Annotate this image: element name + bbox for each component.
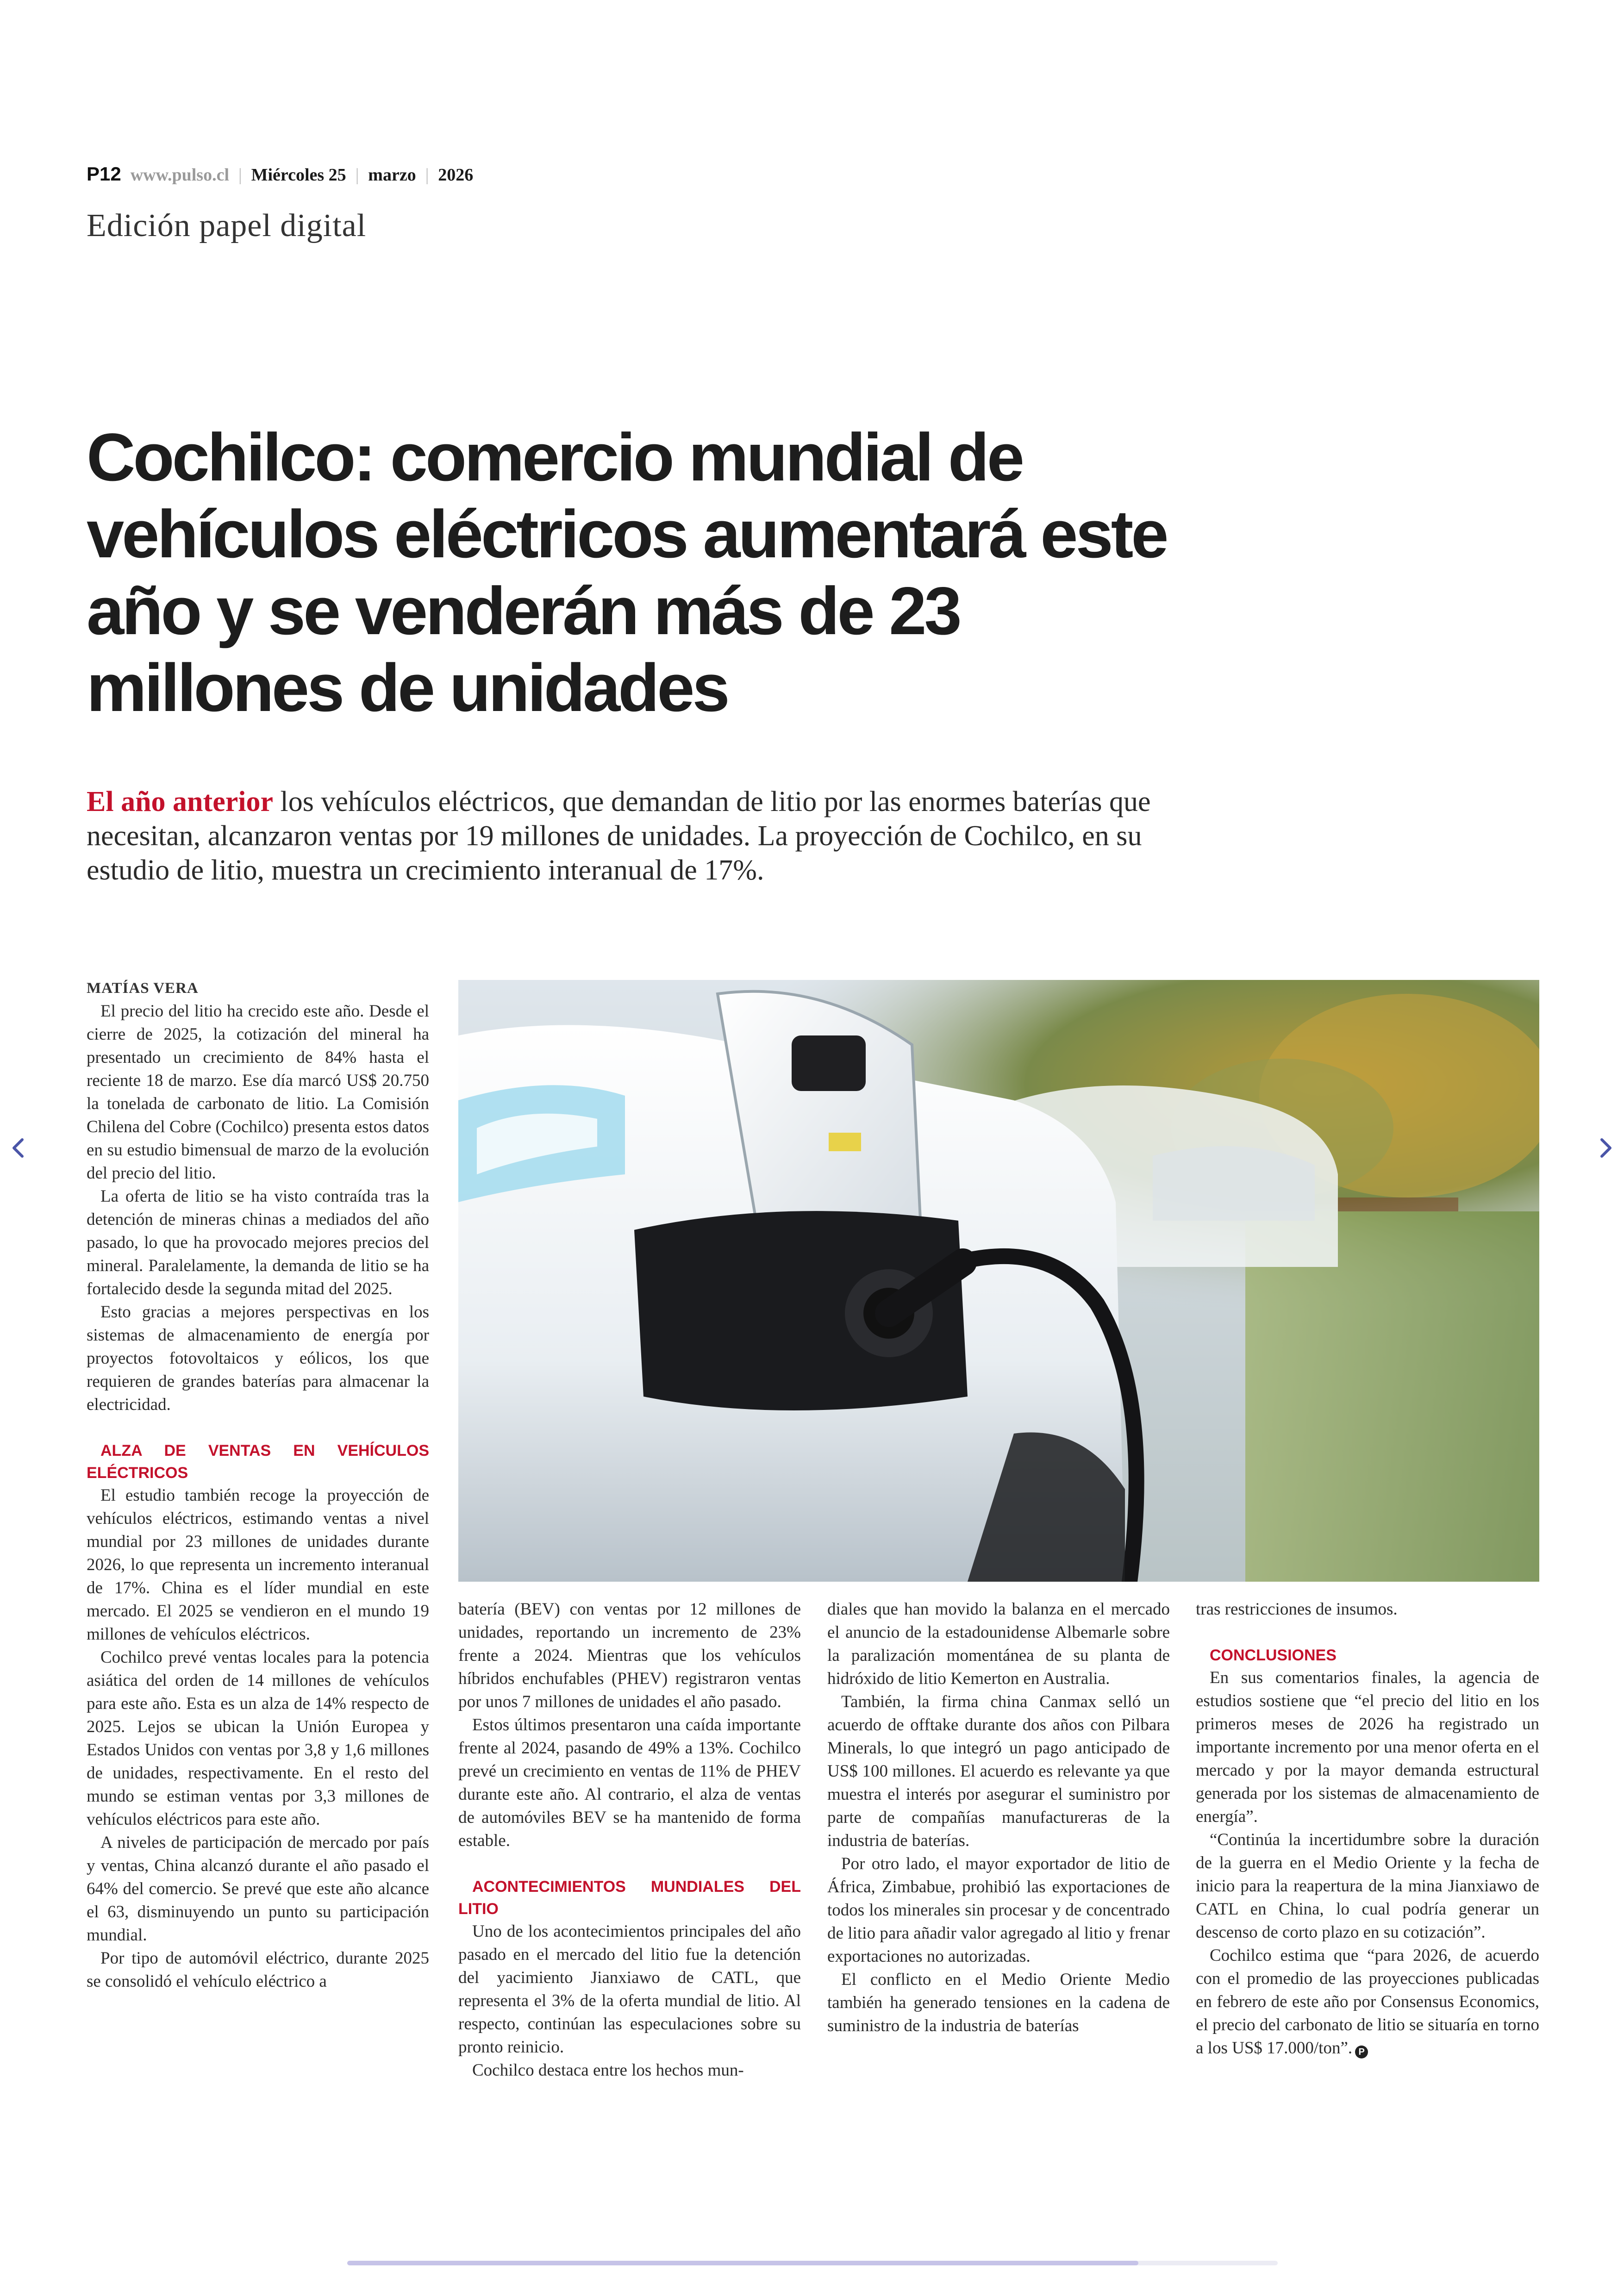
paragraph: Esto gracias a mejores perspectivas en los sistemas de almacenamiento de energía por proyectos fotovoltaicos y eólicos, los que requieren de grandes baterías para almacenar la electricidad. xyxy=(87,1303,429,1414)
subhead-conclusions: CONCLUSIONES xyxy=(1210,1646,1337,1664)
edition-label: Edición papel digital xyxy=(87,208,367,243)
paragraph: tras restricciones de insumos. xyxy=(1196,1600,1398,1619)
paragraph: A niveles de participación de mercado por país y ventas, China alcanzó durante el año pasado el 64% del comercio. Se prevé que este año alcance el 63, disminuyendo un punto su participación mundial. xyxy=(87,1833,429,1945)
paragraph: En sus comentarios finales, la agencia de estudios sostiene que “el precio del litio en los primeros meses de 2026 ha registrado un importante incremento por una menor oferta en el mercado y por la mayor demanda estructural generada por los sistemas de almacenamiento de energía”. xyxy=(1196,1668,1539,1826)
lead-kicker: El año anterior xyxy=(87,786,273,817)
paragraph: Por tipo de automóvil eléctrico, durante 2025 se consolidó el vehículo eléctrico a xyxy=(87,1949,429,1991)
paragraph: También, la firma china Canmax selló un acuerdo de offtake durante dos años con Pilbara Minerals, lo que integró un pago anticipado de US$ 100 millones. El acuerdo es relevante ya que muestra el interés por asegurar el suministro por parte de compañías manufactureras de la industria de baterías. xyxy=(827,1692,1170,1850)
end-mark-icon: P xyxy=(1355,2046,1368,2058)
page-number: P12 xyxy=(87,163,121,185)
chevron-left-icon xyxy=(5,1129,32,1166)
next-page-button[interactable] xyxy=(1592,1129,1619,1166)
paragraph: diales que han movido la balanza en el mercado el anuncio de la estadounidense Albemarle sobre la paralización momentánea de su planta de hidróxido de litio Kemerton en Australia. xyxy=(827,1600,1170,1688)
prev-page-button[interactable] xyxy=(5,1129,32,1166)
paragraph: “Continúa la incertidumbre sobre la duración de la guerra en el Medio Oriente y la fecha de inicio para la reapertura de la mina Jianxiawo de CATL en China, lo cual podría generar un descenso de corto plazo en su cotización”. xyxy=(1196,1830,1539,1942)
paragraph: El precio del litio ha crecido este año. Desde el cierre de 2025, la cotización del mineral ha presentado un crecimiento de 84% hasta el reciente 18 de marzo. Ese día marcó US$ 20.750 la tonelada de carbonato de litio. La Comisión Chilena del Cobre (Cochilco) presenta estos datos en su estudio bimensual de marzo de la evolución del precio del litio. xyxy=(87,1002,429,1183)
paragraph: Estos últimos presentaron una caída importante frente al 2024, pasando de 49% a 13%. Cochilco prevé un crecimiento en ventas de 11% de PHEV durante este año. Al contrario, el alza de ventas de automóviles BEV se ha mantenido de forma estable. xyxy=(458,1715,801,1850)
paragraph: Cochilco destaca entre los hechos mun- xyxy=(472,2061,744,2080)
article-column-3 xyxy=(827,1598,1170,2038)
lead-text: los vehículos eléctricos, que demandan de litio por las enormes baterías que necesitan, alcanzaron ventas por 19 millones de unidades. La proyección de Cochilco, en su estudio de litio, muestra un crecimiento interanual de 17%. xyxy=(87,786,1151,886)
date-day: Miércoles 25 xyxy=(251,165,346,185)
byline: MATÍAS VERA xyxy=(87,980,199,997)
article-column-1 xyxy=(87,977,429,1993)
date-year: 2026 xyxy=(438,165,474,185)
date-month: marzo xyxy=(368,165,416,185)
paragraph: batería (BEV) con ventas por 12 millones de unidades, reportando un incremento de 23% frente a 2024. Mientras que los vehículos híbridos enchufables (PHEV) registraron ventas por unos 7 millones de unidades el año pasado. xyxy=(458,1600,801,1711)
paragraph: El estudio también recoge la proyección de vehículos eléctricos, estimando ventas a nivel mundial por 23 millones de unidades durante 2026, lo que representa un incremento interanual de 17%. China es el líder mundial en este mercado. El 2025 se vendieron en el mundo 19 millones de vehículos eléctricos. xyxy=(87,1486,429,1644)
article-column-4 xyxy=(1196,1598,1539,2060)
page-header: P12 www.pulso.cl | Miércoles 25 | marzo | 2026 xyxy=(87,163,474,185)
paragraph: Uno de los acontecimientos principales del año pasado en el mercado del litio fue la detención del yacimiento Jianxiawo de CATL, que representa el 3% de la oferta mundial de litio. Al respecto, continúan las especulaciones sobre su pronto reinicio. xyxy=(458,1922,801,2057)
article-headline: Cochilco: comercio mundial de vehículos eléctricos aumentará este año y se venderán más de 23 millones de unidades xyxy=(87,419,1167,725)
article-lead xyxy=(87,785,1161,887)
subhead-lithium-events: ACONTECIMIENTOS MUNDIALES DEL LITIO xyxy=(458,1878,801,1918)
ev-charging-photo xyxy=(458,980,1539,1582)
chevron-right-icon xyxy=(1592,1129,1619,1166)
paragraph-text: Cochilco estima que “para 2026, de acuerdo con el promedio de las proyecciones publicadas en febrero de este año por Consensus Economics, el precio del carbonato de litio se situaría en torno a los US$ 17.000/ton”. xyxy=(1196,1946,1539,2058)
paragraph: El conflicto en el Medio Oriente Medio también ha generado tensiones en la cadena de suministro de la industria de baterías xyxy=(827,1970,1170,2035)
paragraph xyxy=(1196,1944,1539,2060)
paragraph: La oferta de litio se ha visto contraída tras la detención de mineras chinas a mediados del año pasado, lo que ha provocado mejores precios del mineral. Paralelamente, la demanda de litio se ha fortalecido desde la segunda mitad del 2025. xyxy=(87,1187,429,1298)
site-url[interactable]: www.pulso.cl xyxy=(130,165,230,185)
paragraph: Por otro lado, el mayor exportador de litio de África, Zimbabue, prohibió las exportaciones de todos los minerales sin procesar y de concentrado de litio para añadir valor agregado al litio y frenar exportaciones no autorizadas. xyxy=(827,1854,1170,1966)
paragraph: Cochilco prevé ventas locales para la potencia asiática del orden de 14 millones de vehículos para este año. Esta es un alza de 14% respecto de 2025. Lejos se ubican la Unión Europea y Estados Unidos con ventas por 3,8 y 1,6 millones de unidades, respectivamente. En el resto del mundo se estiman ventas por 3,3 millones de vehículos eléctricos para este año. xyxy=(87,1648,429,1829)
scroll-progress-fill xyxy=(347,2261,1138,2265)
article-column-2 xyxy=(458,1598,801,2082)
subhead-ev-sales: ALZA DE VENTAS EN VEHÍCULOS ELÉCTRICOS xyxy=(87,1442,429,1482)
